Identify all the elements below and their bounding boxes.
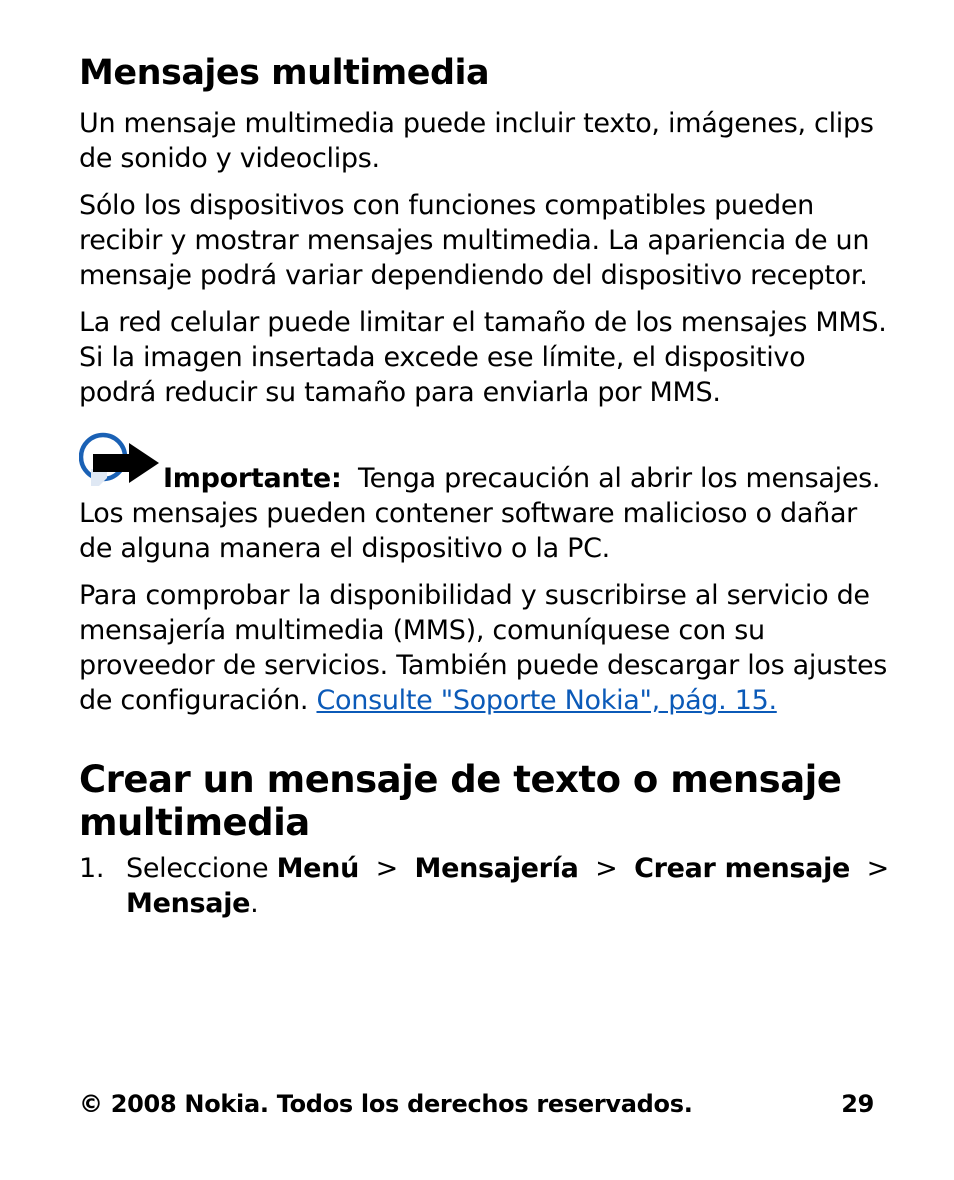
section-create-message xyxy=(79,758,889,921)
note-text: Tenga precaución al abrir los mensajes. Los mensajes pueden contener software malicioso o dañar de alguna manera el dispositivo o la PC. xyxy=(79,462,881,564)
step-prefix: Seleccione xyxy=(126,853,269,885)
important-note xyxy=(79,428,889,566)
paragraph-mms-service xyxy=(79,578,889,718)
note-label: Importante: xyxy=(163,462,342,494)
menu-item-messaging: Mensajería xyxy=(414,853,579,885)
step-end: . xyxy=(250,888,259,920)
separator: > xyxy=(595,853,618,885)
page-number: 29 xyxy=(841,1090,874,1118)
menu-item-message: Mensaje xyxy=(126,888,251,920)
section-heading-create-message: Crear un mensaje de texto o mensaje multimedia xyxy=(79,757,842,845)
paragraph-compatibility: Sólo los dispositivos con funciones compatibles pueden recibir y mostrar mensajes multimedia. La apariencia de un mensaje podrá variar dependiendo del dispositivo receptor. xyxy=(79,189,870,291)
step-text xyxy=(126,851,889,921)
paragraph-intro: Un mensaje multimedia puede incluir texto, imágenes, clips de sonido y videoclips. xyxy=(79,107,874,174)
important-note-icon xyxy=(79,428,163,496)
step-number: 1. xyxy=(79,853,105,885)
separator: > xyxy=(866,853,889,885)
page-footer xyxy=(79,1090,874,1118)
nokia-support-link[interactable]: Consulte "Soporte Nokia", pág. 15. xyxy=(316,684,777,716)
menu-item-menu: Menú xyxy=(276,853,360,885)
document-page xyxy=(79,52,889,921)
separator: > xyxy=(375,853,398,885)
section-heading-multimedia: Mensajes multimedia xyxy=(79,53,490,93)
list-item xyxy=(79,851,889,921)
mms-service-text: Para comprobar la disponibilidad y suscribirse al servicio de mensajería multimedia (MMS), comuníquese con su proveedor de servicios. También puede descargar los ajustes de configuración. xyxy=(79,579,888,716)
paragraph-size-limit: La red celular puede limitar el tamaño de los mensajes MMS. Si la imagen insertada excede ese límite, el dispositivo podrá reducir su tamaño para enviarla por MMS. xyxy=(79,306,887,408)
menu-item-create-message: Crear mensaje xyxy=(634,853,851,885)
copyright-text: © 2008 Nokia. Todos los derechos reservados. xyxy=(79,1090,693,1118)
